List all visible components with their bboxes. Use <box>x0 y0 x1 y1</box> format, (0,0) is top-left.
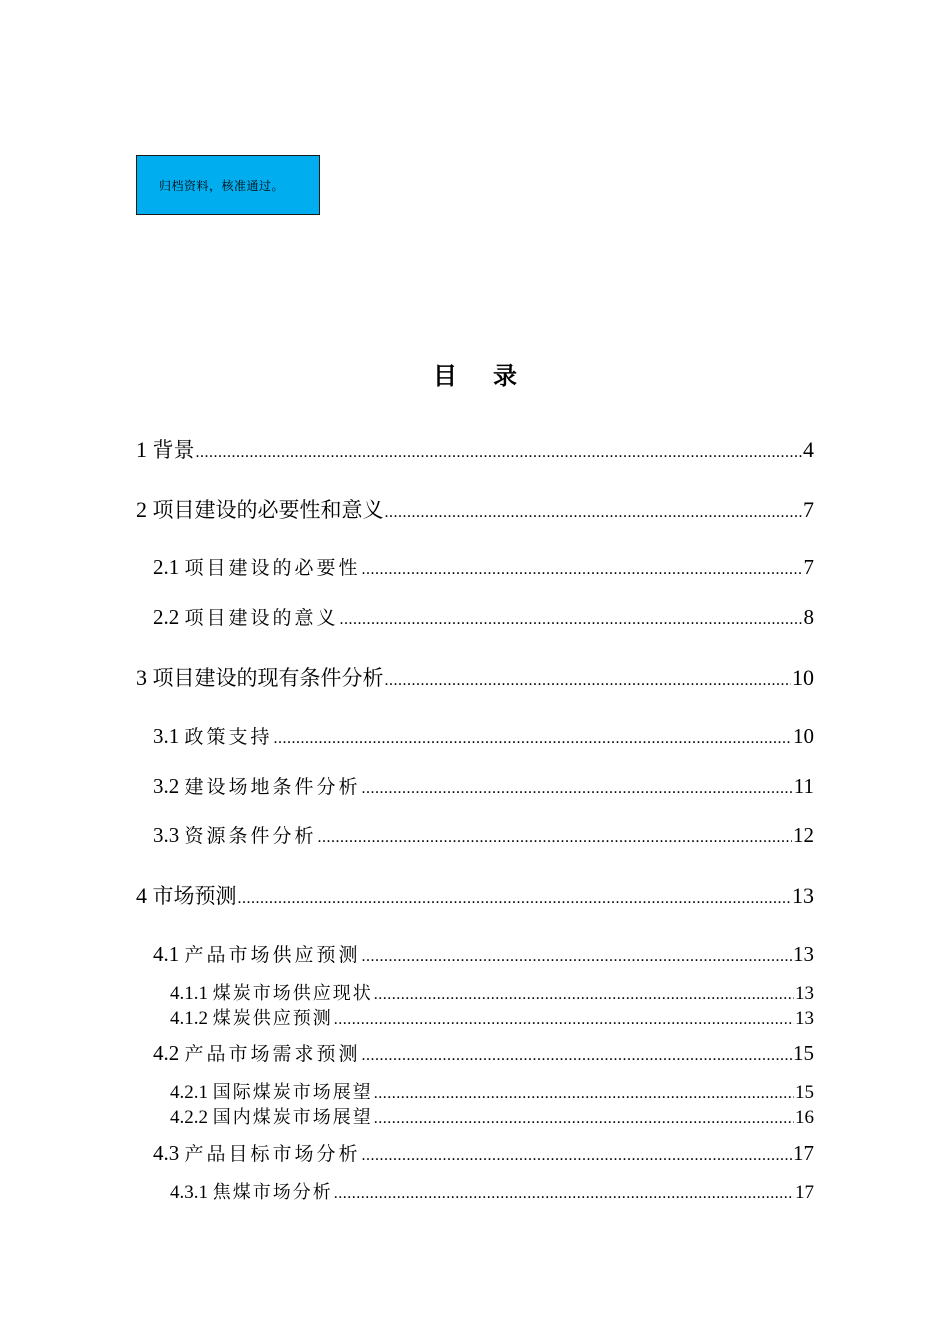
toc-entry-text: 背景 <box>152 438 195 462</box>
toc-entry-number: 3.3 <box>153 823 185 847</box>
leader-dots <box>334 1011 794 1029</box>
toc-entry-text: 项目建设的必要性 <box>184 557 361 579</box>
toc-entry-number: 4.1 <box>153 942 185 966</box>
toc-entry-page: 13 <box>793 942 814 966</box>
toc-entry-text: 项目建设的必要性和意义 <box>152 498 384 522</box>
toc-entry[interactable] <box>153 1039 814 1066</box>
toc-entry-number: 2.2 <box>153 605 185 629</box>
toc-entry-page: 13 <box>795 1008 814 1029</box>
toc-entry-page: 11 <box>793 774 814 798</box>
leader-dots <box>196 444 803 462</box>
toc-entry-number: 2 <box>136 497 153 522</box>
toc-entry-text: 国内煤炭市场展望 <box>212 1107 373 1128</box>
toc-entry-page: 16 <box>795 1107 814 1128</box>
toc-entry-number: 4 <box>136 883 153 908</box>
toc-entry[interactable] <box>170 1078 814 1104</box>
leader-dots <box>274 730 792 748</box>
toc-entry-text: 产品目标市场分析 <box>184 1143 361 1165</box>
leader-dots <box>318 829 792 847</box>
leader-dots <box>385 504 803 522</box>
toc-entry[interactable] <box>170 1103 814 1129</box>
toc-entry[interactable] <box>153 722 814 749</box>
leader-dots <box>374 986 794 1004</box>
leader-dots <box>340 611 803 629</box>
toc-entry[interactable] <box>136 494 814 524</box>
toc-title-char-1: 目 <box>433 362 457 390</box>
toc-entry-page: 7 <box>803 555 814 579</box>
toc-entry-number: 4.2.2 <box>170 1107 213 1128</box>
toc-entry[interactable] <box>170 1004 814 1030</box>
toc-entry-page: 10 <box>793 724 814 748</box>
toc-entry[interactable] <box>136 662 814 692</box>
toc-entry-page: 15 <box>795 1082 814 1103</box>
toc-entry-page: 10 <box>792 665 814 690</box>
toc-entry-page: 7 <box>803 497 814 522</box>
toc-entry-page: 13 <box>795 983 814 1004</box>
toc-entry-text: 项目建设的现有条件分析 <box>152 666 384 690</box>
toc-entry-text: 市场预测 <box>152 884 237 908</box>
toc-entry[interactable] <box>136 434 814 464</box>
leader-dots <box>385 672 792 690</box>
toc-entry-number: 4.2 <box>153 1041 185 1065</box>
toc-entry[interactable] <box>136 880 814 910</box>
toc-entry-number: 3.1 <box>153 724 185 748</box>
toc-entry-text: 产品市场供应预测 <box>184 944 361 966</box>
toc-entry-page: 15 <box>793 1041 814 1065</box>
toc-entry-number: 3.2 <box>153 774 185 798</box>
toc-entry-text: 建设场地条件分析 <box>184 776 361 798</box>
toc-entry-text: 焦煤市场分析 <box>212 1182 333 1203</box>
leader-dots <box>362 1047 792 1065</box>
leader-dots <box>362 780 793 798</box>
leader-dots <box>334 1185 794 1203</box>
toc-entry-number: 4.1.1 <box>170 983 213 1004</box>
leader-dots <box>362 561 803 579</box>
toc-entry-text: 煤炭市场供应现状 <box>212 983 373 1004</box>
toc-entry-text: 项目建设的意义 <box>184 607 339 629</box>
toc-entry[interactable] <box>170 979 814 1005</box>
toc-title-char-2: 录 <box>493 362 517 390</box>
leader-dots <box>362 1147 792 1165</box>
toc-entry[interactable] <box>153 772 814 799</box>
toc-entry-page: 8 <box>803 605 814 629</box>
toc-entry-page: 13 <box>792 883 814 908</box>
toc-entry-number: 4.3.1 <box>170 1182 213 1203</box>
toc-entry-text: 煤炭供应预测 <box>212 1008 333 1029</box>
leader-dots <box>374 1110 794 1128</box>
toc-entry-page: 17 <box>793 1141 814 1165</box>
toc-entry-number: 1 <box>136 437 153 462</box>
toc-entry-page: 12 <box>793 823 814 847</box>
toc-entry-number: 4.1.2 <box>170 1008 213 1029</box>
toc-entry-page: 4 <box>803 437 814 462</box>
toc-entry-number: 2.1 <box>153 555 185 579</box>
stamp-text: 归档资料，核准通过。 <box>159 178 285 193</box>
toc-entry[interactable] <box>170 1178 814 1204</box>
toc-entry-number: 4.2.1 <box>170 1082 213 1103</box>
toc-entry[interactable] <box>153 1139 814 1166</box>
toc-entry[interactable] <box>153 821 814 848</box>
leader-dots <box>238 890 792 908</box>
toc-entry[interactable] <box>153 603 814 630</box>
toc-entry-text: 产品市场需求预测 <box>184 1043 361 1065</box>
toc-entry-text: 政策支持 <box>184 726 273 748</box>
toc-entry[interactable] <box>153 940 814 967</box>
leader-dots <box>374 1085 794 1103</box>
toc-entry-text: 资源条件分析 <box>184 825 317 847</box>
toc-entry[interactable] <box>153 553 814 580</box>
leader-dots <box>362 948 792 966</box>
toc-entry-number: 4.3 <box>153 1141 185 1165</box>
toc-entry-number: 3 <box>136 665 153 690</box>
toc-entry-text: 国际煤炭市场展望 <box>212 1082 373 1103</box>
toc-entry-page: 17 <box>795 1182 814 1203</box>
